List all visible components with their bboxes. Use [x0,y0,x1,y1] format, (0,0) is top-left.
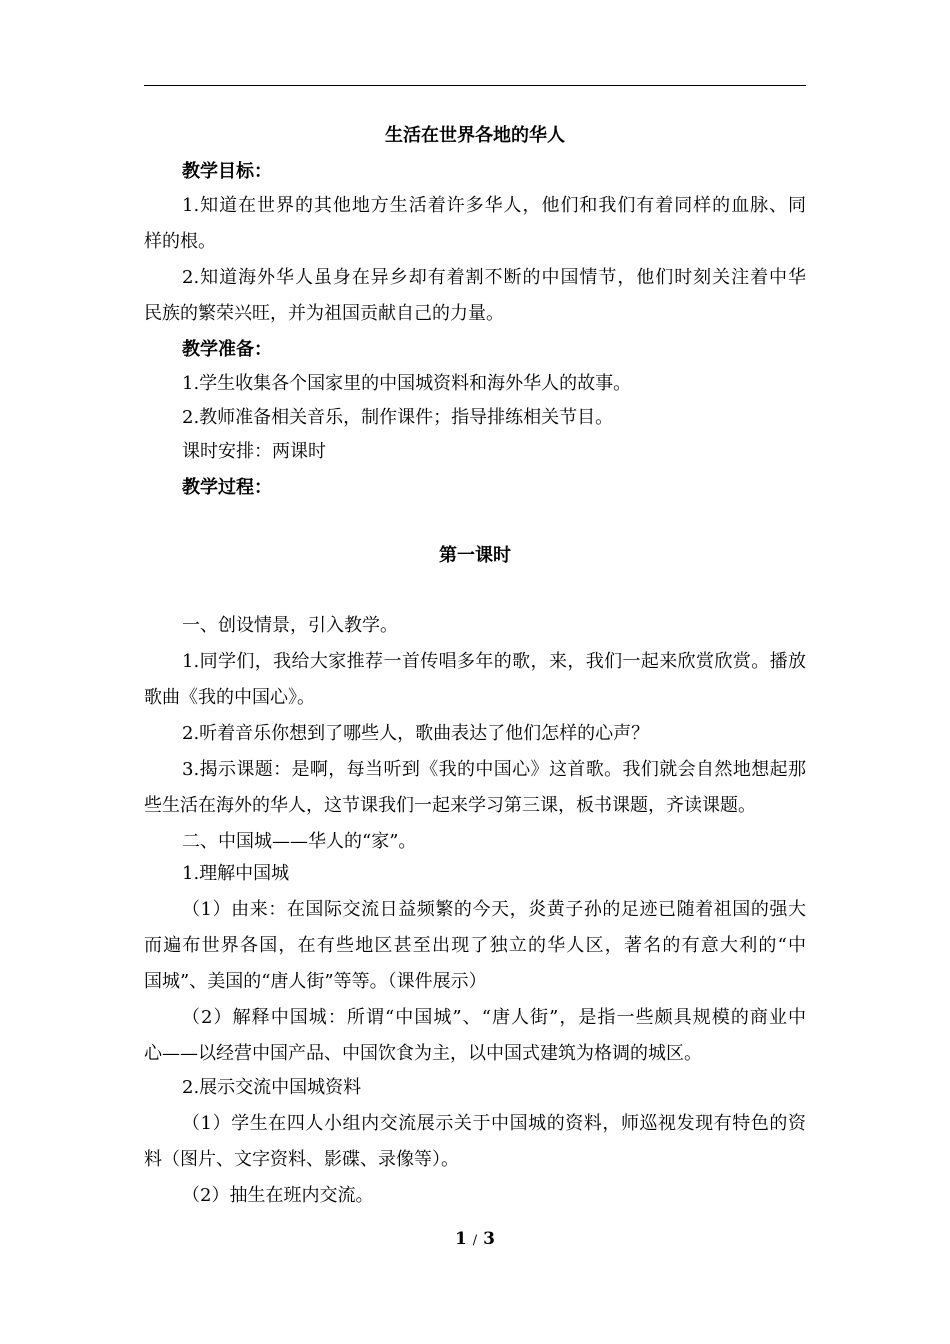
prep-heading: 教学准备： [182,339,272,360]
schedule-text: 课时安排：两课时 [182,441,326,462]
goal-1-line-2: 样的根。 [144,231,216,252]
part-2-item-1-2-line-2: 心——以经营中国产品、中国饮食为主，以中国式建筑为格调的城区。 [144,1043,702,1064]
part-1-item-3-line-2: 些生活在海外的华人，这节课我们一起来学习第三课，板书课题，齐读课题。 [144,795,756,816]
goal-2-line-1: 2.知道海外华人虽身在异乡却有着割不断的中国情节，他们时刻关注着中华 [182,267,806,288]
page-title: 生活在世界各地的华人 [385,125,565,146]
prep-item-2: 2.教师准备相关音乐，制作课件；指导排练相关节目。 [182,407,614,428]
process-heading: 教学过程： [182,477,272,498]
header-rule [144,85,806,86]
part-1-heading: 一、创设情景，引入教学。 [182,615,398,636]
prep-item-1: 1.学生收集各个国家里的中国城资料和海外华人的故事。 [182,373,632,394]
part-2-item-1-2-line-1: （2）解释中国城：所谓“中国城”、“唐人街”，是指一些颇具规模的商业中 [182,1007,806,1028]
part-1-item-1-line-1: 1.同学们，我给大家推荐一首传唱多年的歌，来，我们一起来欣赏欣赏。播放 [182,651,806,672]
page-number [0,1228,950,1252]
part-2-item-2-1-line-2: 料（图片、文字资料、影碟、录像等）。 [144,1149,459,1170]
part-2-heading: 二、中国城——华人的“家”。 [182,831,417,852]
part-1-item-2: 2.听着音乐你想到了哪些人，歌曲表达了他们怎样的心声？ [182,723,650,744]
part-2-item-2: 2.展示交流中国城资料 [182,1077,362,1098]
part-2-item-1-1-line-1: （1）由来：在国际交流日益频繁的今天，炎黄子孙的足迹已随着祖国的强大 [182,899,806,920]
part-2-item-2-2: （2）抽生在班内交流。 [182,1185,374,1206]
page-total: 3 [483,1229,495,1249]
part-2-item-1-1-line-3: 国城”、美国的“唐人街”等等。（课件展示） [144,971,487,992]
part-1-item-1-line-2: 歌曲《我的中国心》。 [144,687,315,708]
part-2-item-1: 1.理解中国城 [182,863,290,884]
page-current: 1 [455,1229,467,1249]
part-2-item-1-1-line-2: 而遍布世界各国，在有些地区甚至出现了独立的华人区，著名的有意大利的“中 [144,935,806,956]
lesson-heading: 第一课时 [439,545,511,566]
goal-1-line-1: 1.知道在世界的其他地方生活着许多华人，他们和我们有着同样的血脉、同 [182,195,806,216]
goals-heading: 教学目标： [182,161,272,182]
part-1-item-3-line-1: 3.揭示课题：是啊，每当听到《我的中国心》这首歌。我们就会自然地想起那 [182,759,806,780]
goal-2-line-2: 民族的繁荣兴旺，并为祖国贡献自己的力量。 [144,303,504,324]
page-separator: / [472,1233,478,1248]
part-2-item-2-1-line-1: （1）学生在四人小组内交流展示关于中国城的资料，师巡视发现有特色的资 [182,1113,806,1134]
